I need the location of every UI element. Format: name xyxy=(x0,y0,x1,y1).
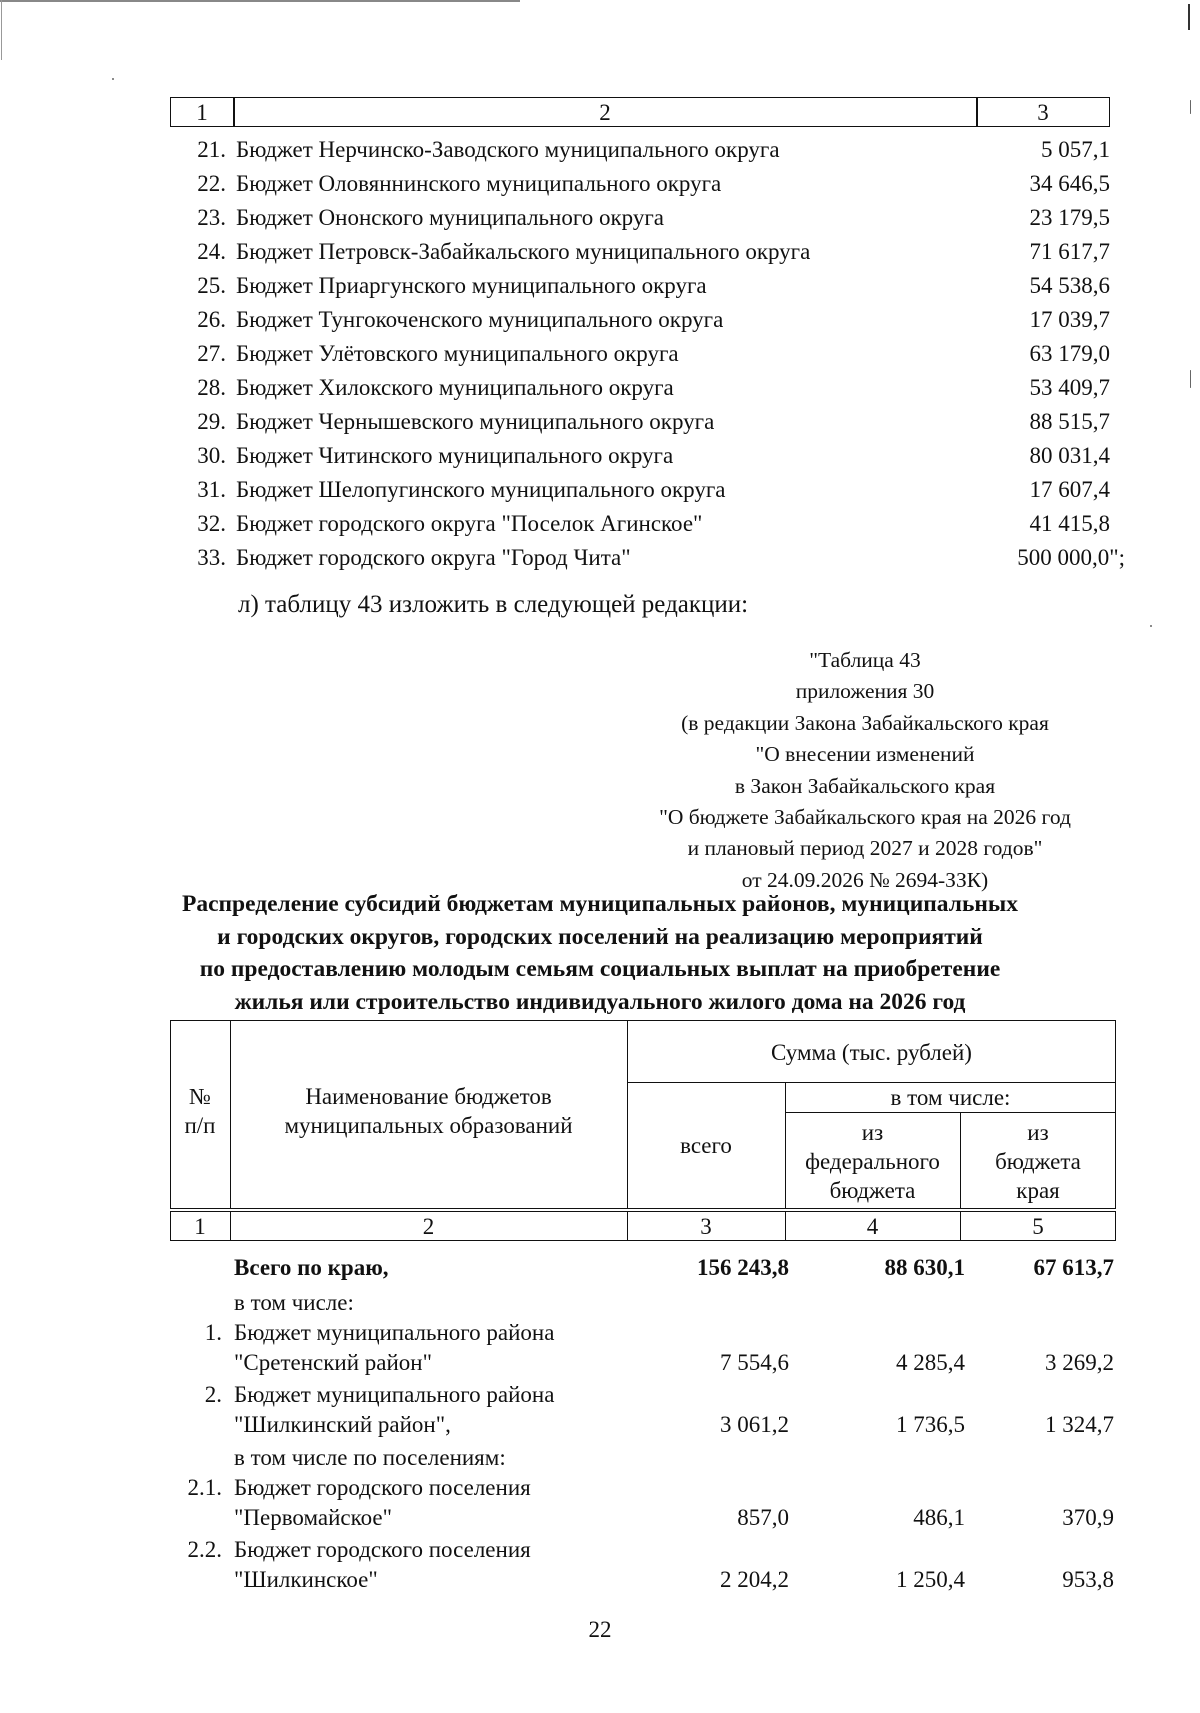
title-line: и городских округов, городских поселений на реализацию мероприятий xyxy=(217,923,983,950)
row-name: Бюджет Приаргунского муниципального округа xyxy=(236,273,707,298)
row-total: 7 554,6 xyxy=(720,1350,789,1375)
total-regional: 67 613,7 xyxy=(1033,1255,1114,1280)
row-number: 25. xyxy=(197,273,226,298)
row-name-line: Бюджет городского поселения xyxy=(234,1537,531,1562)
row-value: 23 179,5 xyxy=(1029,205,1110,230)
column-number: 1 xyxy=(194,1213,206,1239)
row-name: Бюджет Чернышевского муниципального округа xyxy=(236,409,715,434)
total-row-label: Всего по краю, xyxy=(234,1255,389,1280)
table-row xyxy=(0,172,1200,206)
num-column-header xyxy=(170,1082,230,1140)
row-federal: 4 285,4 xyxy=(896,1350,965,1375)
row-value: 71 617,7 xyxy=(1029,239,1110,264)
row-total: 2 204,2 xyxy=(720,1567,789,1592)
header-label: п/п xyxy=(184,1113,216,1138)
row-value: 53 409,7 xyxy=(1029,375,1110,400)
row-number: 28. xyxy=(197,375,226,400)
row-name: Бюджет Нерчинско-Заводского муниципального округа xyxy=(236,137,780,162)
table-row xyxy=(0,138,1200,172)
federal-column-header xyxy=(785,1114,960,1209)
row-regional: 370,9 xyxy=(1062,1505,1114,1530)
table-row xyxy=(0,240,1200,274)
column-number: 2 xyxy=(422,1213,435,1239)
row-name: Бюджет Оловяннинского муниципального округа xyxy=(236,171,722,196)
row-number: 33. xyxy=(197,545,226,570)
row-value: 80 031,4 xyxy=(1029,443,1110,468)
row-name: Бюджет городского округа "Поселок Агинское" xyxy=(236,511,703,536)
caption-line: "Таблица 43 xyxy=(809,648,921,672)
scan-speck xyxy=(1190,100,1191,114)
header-label: № xyxy=(189,1084,211,1109)
header-divider xyxy=(785,1112,1116,1113)
scan-edge-right xyxy=(1188,4,1190,30)
row-number: 29. xyxy=(197,409,226,434)
header-label: муниципальных образований xyxy=(284,1113,573,1138)
top-table-header xyxy=(170,97,1110,127)
column-number: 4 xyxy=(866,1213,879,1239)
row-name: Бюджет Петровск-Забайкальского муниципального округа xyxy=(236,239,811,264)
row-name-line: "Сретенский район" xyxy=(234,1350,432,1375)
row-name-line: "Шилкинский район", xyxy=(234,1412,451,1437)
row-number: 21. xyxy=(197,137,226,162)
header-label: федерального xyxy=(805,1149,940,1174)
row-number: 27. xyxy=(197,341,226,366)
row-name: Бюджет Шелопугинского муниципального округа xyxy=(236,477,726,502)
row-number: 1. xyxy=(204,1320,222,1345)
table-row xyxy=(0,206,1200,240)
row-value: 88 515,7 xyxy=(1029,409,1110,434)
row-total: 3 061,2 xyxy=(720,1412,789,1437)
scan-edge-left xyxy=(1,0,2,60)
scan-speck xyxy=(1150,625,1152,627)
regional-column-header xyxy=(960,1114,1116,1209)
row-value: 17 607,4 xyxy=(1029,477,1110,502)
row-number: 24. xyxy=(197,239,226,264)
table-row xyxy=(0,410,1200,444)
caption-line: приложения 30 xyxy=(795,679,935,704)
row-number: 30. xyxy=(197,443,226,468)
column-number: 5 xyxy=(1032,1213,1044,1239)
row-regional: 953,8 xyxy=(1062,1567,1114,1592)
table-row xyxy=(0,308,1200,342)
caption-line: и плановый период 2027 и 2028 годов" xyxy=(687,836,1043,861)
table-row xyxy=(0,512,1200,546)
table-row xyxy=(0,478,1200,512)
header-label: Наименование бюджетов xyxy=(305,1084,552,1109)
row-number: 23. xyxy=(197,205,226,230)
row-name-line: "Первомайское" xyxy=(234,1505,392,1530)
row-name: Бюджет Улётовского муниципального округа xyxy=(236,341,679,366)
header-label: из xyxy=(1027,1120,1049,1145)
row-number: 31. xyxy=(197,477,226,502)
row-name: Бюджет Ононского муниципального округа xyxy=(236,205,664,230)
row-name-line: Бюджет городского поселения xyxy=(234,1475,531,1500)
table-row xyxy=(0,342,1200,376)
row-name: Бюджет Хилокского муниципального округа xyxy=(236,375,674,400)
top-col-1: 1 xyxy=(196,99,208,125)
row-value: 63 179,0 xyxy=(1029,341,1110,366)
caption-line: (в редакции Закона Забайкальского края xyxy=(681,710,1049,735)
row-name-line: Бюджет муниципального района xyxy=(234,1382,555,1407)
caption-line: в Закон Забайкальского края xyxy=(734,773,996,798)
row-name: Бюджет Тунгокоченского муниципального округа xyxy=(236,307,724,332)
table-row xyxy=(0,376,1200,410)
row-federal: 486,1 xyxy=(913,1505,965,1530)
title-line: Распределение субсидий бюджетам муниципальных районов, муниципальных xyxy=(181,891,1019,917)
row-federal: 1 736,5 xyxy=(896,1412,965,1437)
row-number: 26. xyxy=(197,307,226,332)
row-name: Бюджет Читинского муниципального округа xyxy=(236,443,674,468)
scan-edge-top xyxy=(0,0,520,2)
table-caption xyxy=(600,645,1130,896)
row-number: 32. xyxy=(197,511,226,536)
row-value: 17 039,7 xyxy=(1029,307,1110,332)
scan-speck xyxy=(112,78,114,80)
caption-line: "О внесении изменений xyxy=(755,742,975,767)
row-name: Бюджет городского округа "Город Чита" xyxy=(236,545,631,570)
row-number: 2.1. xyxy=(187,1475,222,1500)
title-line: жилья или строительство индивидуального жилого дома на 2026 год xyxy=(234,988,966,1015)
table-row xyxy=(0,444,1200,478)
row-name-line: "Шилкинское" xyxy=(234,1567,378,1592)
amendment-instruction: л) таблицу 43 изложить в следующей редакции: xyxy=(238,591,749,618)
header-label: из xyxy=(861,1120,884,1145)
sum-column-header: Сумма (тыс. рублей) xyxy=(771,1039,972,1065)
settlements-label: в том числе по поселениям: xyxy=(234,1445,506,1470)
page-number: 22 xyxy=(588,1617,612,1642)
row-federal: 1 250,4 xyxy=(896,1567,965,1592)
row-total: 857,0 xyxy=(737,1505,789,1530)
document-title xyxy=(100,888,1100,1018)
row-name-line: Бюджет муниципального района xyxy=(234,1320,555,1345)
row-number: 2.2. xyxy=(187,1537,222,1562)
row-value: 41 415,8 xyxy=(1029,511,1110,536)
top-col-3: 3 xyxy=(1037,99,1049,125)
name-column-header xyxy=(230,1082,627,1140)
top-col-2: 2 xyxy=(599,99,611,125)
row-value: 5 057,1 xyxy=(1041,137,1110,162)
title-line: по предоставлению молодым семьям социальных выплат на приобретение xyxy=(199,956,1001,982)
row-regional: 3 269,2 xyxy=(1045,1350,1114,1375)
header-label: бюджета xyxy=(995,1149,1081,1174)
including-header: в том числе: xyxy=(890,1084,1011,1110)
caption-line: от 24.09.2026 № 2694-ЗЗК) xyxy=(741,867,989,892)
caption-line: "О бюджете Забайкальского края на 2026 год xyxy=(659,805,1071,830)
row-number: 22. xyxy=(197,171,226,196)
table-row xyxy=(0,546,1200,580)
row-regional: 1 324,7 xyxy=(1045,1412,1114,1437)
row-value: 34 646,5 xyxy=(1029,171,1110,196)
including-label: в том числе: xyxy=(234,1290,354,1315)
total-column-header: всего xyxy=(680,1133,732,1158)
row-value: 500 000,0"; xyxy=(1017,545,1125,570)
row-number: 2. xyxy=(204,1382,222,1407)
header-label: края xyxy=(1016,1178,1060,1203)
column-number: 3 xyxy=(700,1213,712,1239)
table-row xyxy=(0,274,1200,308)
row-value: 54 538,6 xyxy=(1029,273,1110,298)
total-sum: 156 243,8 xyxy=(697,1255,789,1280)
total-federal: 88 630,1 xyxy=(884,1255,965,1280)
header-label: бюджета xyxy=(829,1178,916,1203)
